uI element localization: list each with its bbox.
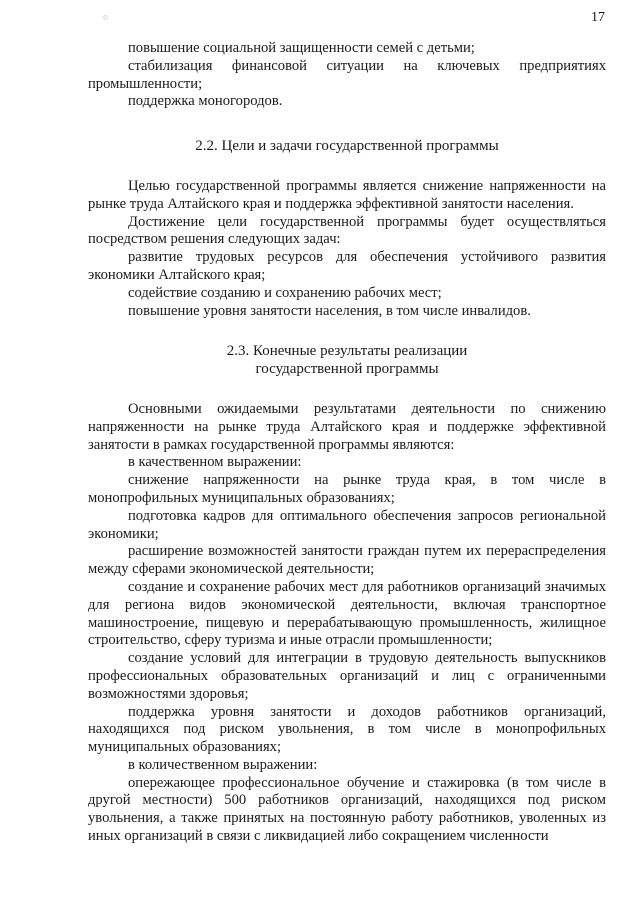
corner-mark: ○ [103,12,109,22]
list-item: повышение уровня занятости населения, в том числе инвалидов. [128,302,531,319]
list-item: поддержка моногородов. [128,93,283,110]
list-item: создание условий для интеграции в трудовую деятельность выпускников профессиональных образовательных организаций и лиц с ограниченными возможностями здоровья; [88,650,606,702]
list-item: поддержка уровня занятости и доходов работников организаций, находящихся под риском увольнения, в том числе в монопрофильных муниципальных образованиях; [88,703,606,756]
paragraph: Основными ожидаемыми результатами деятельности по снижению напряженности на рынке труда Алтайского края и поддержке эффективной занятости в рамках государственной программы являются: [88,400,606,453]
list-item: подготовка кадров для оптимального обеспечения запросов региональной экономики; [88,507,606,542]
paragraph: Достижение цели государственной программы будет осуществляться посредством решения следующих задач: [88,213,606,248]
list-item: расширение возможностей занятости граждан путем их перераспределения между сферами экономической деятельности; [88,543,606,578]
section-heading-line-2: государственной программы [255,361,439,378]
section-heading-2-3 [88,343,606,379]
section-heading-line-1: 2.3. Конечные результаты реализации [226,343,468,360]
list-item: в количественном выражении: [128,756,318,773]
page-number: 17 [591,10,605,25]
list-item: повышение социальной защищенности семей с детьми; [128,40,475,56]
list-item: опережающее профессиональное обучение и стажировка (в том числе в другой местности) 500 работников организаций, находящихся под риском увольнения, а также принятых на постоянную работу работников, уволенных из иных организаций в связи с ликвидацией либо сокращением численности [88,774,606,845]
document-body [88,40,606,846]
list-item: стабилизация финансовой ситуации на ключевых предприятиях промышленности; [88,57,606,92]
paragraph: Целью государственной программы является снижение напряженности на рынке труда Алтайского края и поддержка эффективной занятости населения. [88,177,606,212]
section-heading-2-2: 2.2. Цели и задачи государственной программы [195,138,499,155]
list-item: развитие трудовых ресурсов для обеспечения устойчивого развития экономики Алтайского края; [88,249,606,283]
list-item: снижение напряженности на рынке труда края, в том числе в монопрофильных муниципальных образованиях; [88,472,606,506]
list-item: создание и сохранение рабочих мест для работников организаций значимых для региона видов экономической деятельности, включая транспортное машиностроение, пищевую и перерабатывающую промышленность, жилищное строительство, сферу туризма и иные отрасли промышленности; [88,578,606,649]
list-item: содействие созданию и сохранению рабочих мест; [128,284,442,301]
list-item: в качественном выражении: [128,454,302,471]
